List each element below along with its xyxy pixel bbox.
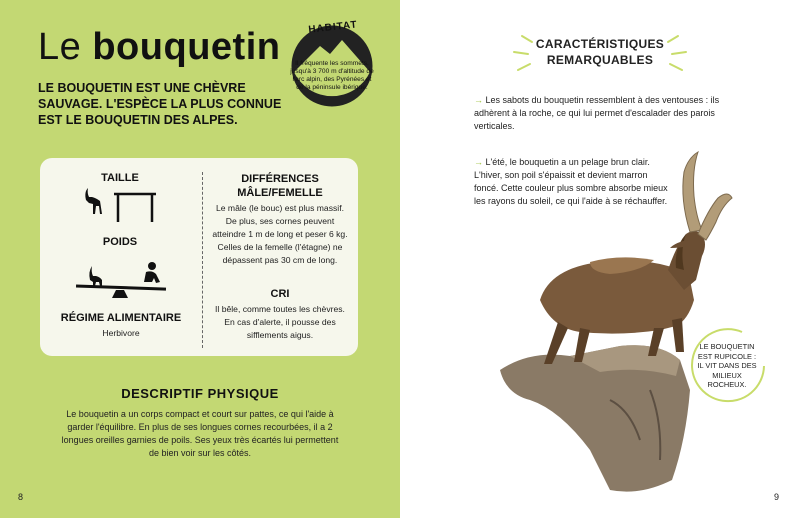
regime-label: RÉGIME ALIMENTAIRE [60, 312, 182, 324]
arrow-icon: → [474, 95, 483, 105]
page-number-right: 9 [774, 492, 780, 502]
diff-label-line-2: MÂLE/FEMELLE [237, 187, 323, 199]
size-comparison-icon [76, 186, 166, 226]
title-part-2: bouquetin [92, 26, 281, 68]
poids-label: POIDS [102, 236, 138, 248]
intro-text: LE BOUQUETIN EST UNE CHÈVRE SAUVAGE. L'ESPÈCE LA PLUS CONNUE EST LE BOUQUETIN DES ALPES. [38, 81, 282, 127]
card-divider [202, 172, 203, 348]
descriptif-title: DESCRIPTIF PHYSIQUE [121, 386, 279, 401]
right-title-line-1: CARACTÉRISTIQUES [535, 37, 665, 51]
right-title [510, 36, 690, 68]
cri-text: Il bêle, comme toutes les chèvres. En cas d'alerte, il pousse des sifflements aigus. [215, 304, 345, 340]
arrow-icon: → [474, 157, 483, 167]
cri-label: CRI [270, 288, 290, 300]
habitat-label: HABITAT [307, 19, 359, 36]
right-title-line-2: REMARQUABLES [546, 53, 654, 67]
title-part-1: Le [38, 26, 82, 68]
regime-value: Herbivore [102, 328, 140, 338]
paragraph-sabots-text: Les sabots du bouquetin ressemblent à des ventouses : ils adhèrent à la roche, ce qui lui permet d'escalader des parois verticales. [474, 95, 720, 131]
weight-balance-icon [68, 252, 172, 302]
paragraph-sabots [474, 94, 730, 133]
diff-label [210, 172, 350, 200]
habitat-text: Il fréquente les sommets, jusqu'à 3 700 m d'altitude de l'arc alpin, des Pyrénées et de la péninsule ibérique. [290, 60, 374, 91]
taille-label: TAILLE [101, 172, 139, 184]
diff-text: Le mâle (le bouc) est plus massif. De plus, ses cornes peuvent atteindre 1 m de long et peser 6 kg. Celles de la femelle (l'étagne) ne dépassent pas 30 cm de long. [212, 203, 348, 265]
diff-label-line-1: DIFFÉRENCES [241, 173, 319, 185]
paragraph-pelage-text: L'été, le bouquetin a un pelage brun clair. L'hiver, son poil s'épaissit et devient marron foncé. Cette couleur plus sombre absorbe mieux les rayons du soleil, ce qui l'aide à se réchauffer. [474, 157, 668, 206]
descriptif-text: Le bouquetin a un corps compact et court sur pattes, ce qui l'aide à garder l'équilibre. En plus de ses longues cornes recourbées, il a 2 longues oreilles garnies de poils. Ses yeux très écartés lui permettent de bien voir sur les côtés. [61, 409, 339, 458]
rupicole-text: LE BOUQUETIN EST RUPICOLE : IL VIT DANS DES MILIEUX ROCHEUX. [697, 342, 757, 389]
page-number-left: 8 [18, 492, 24, 502]
page-title [38, 26, 280, 69]
